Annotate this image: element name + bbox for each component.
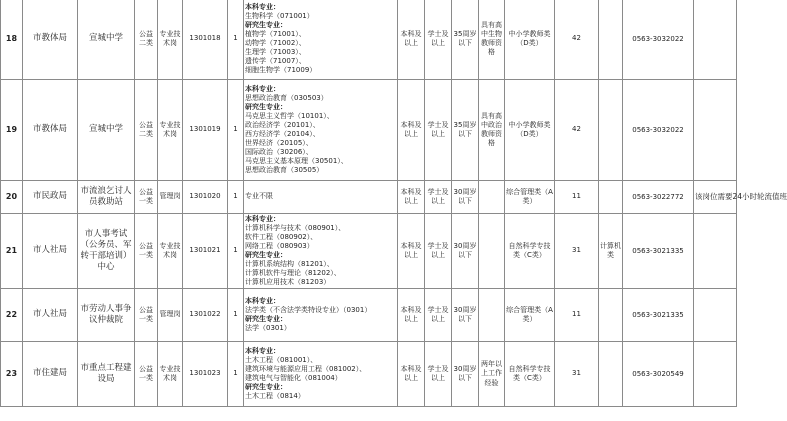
degree-cell: 学士及以上 xyxy=(425,0,452,80)
department-cell: 市民政局 xyxy=(23,181,78,214)
education-cell: 本科及以上 xyxy=(398,214,425,289)
hiring-count-cell: 1 xyxy=(228,214,244,289)
unit-type-cell: 公益一类 xyxy=(135,289,158,342)
hiring-count-cell: 1 xyxy=(228,80,244,181)
exam-code-cell: 11 xyxy=(555,289,599,342)
exam-code-cell: 42 xyxy=(555,80,599,181)
major-item: 软件工程（080902）、 xyxy=(245,232,318,241)
department-cell: 市教体局 xyxy=(23,0,78,80)
degree-cell: 学士及以上 xyxy=(425,342,452,407)
major-item: 细胞生物学（71009） xyxy=(245,66,317,75)
exam-category-cell: 中小学教师类（D类） xyxy=(505,0,555,80)
major-item: 思想政治教育（030503） xyxy=(245,93,328,102)
row-number: 23 xyxy=(1,342,23,407)
row-number: 20 xyxy=(1,181,23,214)
degree-cell: 学士及以上 xyxy=(425,80,452,181)
unit-type-cell: 公益一类 xyxy=(135,342,158,407)
major-section-heading: 研究生专业： xyxy=(245,251,287,259)
unit-type-cell: 公益二类 xyxy=(135,0,158,80)
post-type-cell: 专业技术岗 xyxy=(158,0,183,80)
unit-type-cell: 公益一类 xyxy=(135,214,158,289)
row-number: 21 xyxy=(1,214,23,289)
note-cell xyxy=(694,342,737,407)
age-cell: 35周岁以下 xyxy=(452,0,479,80)
other-requirements-cell xyxy=(479,181,505,214)
major-requirements-cell xyxy=(244,289,398,342)
table-row xyxy=(1,289,737,342)
exam-category-cell: 自然科学专技类（C类） xyxy=(505,342,555,407)
contact-phone-cell: 0563-3020549 xyxy=(623,342,694,407)
degree-cell: 学士及以上 xyxy=(425,289,452,342)
department-cell: 市人社局 xyxy=(23,214,78,289)
major-item: 遗传学（71007）、 xyxy=(245,57,306,66)
major-item: 法学类（不含法学类特设专业）（0301） xyxy=(245,305,372,314)
department-cell: 市住建局 xyxy=(23,342,78,407)
unit-cell: 宣城中学 xyxy=(78,0,135,80)
degree-cell: 学士及以上 xyxy=(425,181,452,214)
hiring-count-cell: 1 xyxy=(228,289,244,342)
major-item: 土木工程（0814） xyxy=(245,392,305,401)
contact-phone-cell: 0563-3022772 xyxy=(623,181,694,214)
note-cell xyxy=(694,0,737,80)
other-requirements-cell: 具有高中政治教师资格 xyxy=(479,80,505,181)
unit-cell: 市重点工程建设局 xyxy=(78,342,135,407)
major-requirements-cell xyxy=(244,181,398,214)
hiring-count-cell: 1 xyxy=(228,342,244,407)
table-row xyxy=(1,181,737,214)
major-item: 网络工程（080903） xyxy=(245,241,314,250)
table-row xyxy=(1,80,737,181)
other-requirements-cell xyxy=(479,289,505,342)
major-section-heading: 研究生专业： xyxy=(245,315,287,323)
exam-category-cell: 综合管理类（A类） xyxy=(505,289,555,342)
contact-phone-cell: 0563-3021335 xyxy=(623,289,694,342)
major-item: 计算机应用技术（81203） xyxy=(245,278,331,287)
unit-cell: 市流浪乞讨人员救助站 xyxy=(78,181,135,214)
department-cell: 市教体局 xyxy=(23,80,78,181)
major-section-heading: 研究生专业： xyxy=(245,20,287,29)
education-cell: 本科及以上 xyxy=(398,0,425,80)
row-number: 19 xyxy=(1,80,23,181)
professional-subject-cell xyxy=(599,289,623,342)
table-body xyxy=(1,0,787,407)
major-item: 专业不限 xyxy=(245,192,273,201)
major-item: 马克思主义哲学（10101）、 xyxy=(245,111,334,120)
unit-type-cell: 公益二类 xyxy=(135,80,158,181)
age-cell: 30周岁以下 xyxy=(452,342,479,407)
unit-type-cell: 公益一类 xyxy=(135,181,158,214)
major-item: 西方经济学（20104）、 xyxy=(245,130,320,138)
department-cell: 市人社局 xyxy=(23,289,78,342)
contact-phone-cell: 0563-3032022 xyxy=(623,80,694,181)
major-section-heading: 研究生专业： xyxy=(245,383,287,392)
professional-subject-cell xyxy=(599,181,623,214)
unit-cell: 市人事考试（公务员、军转干部培训）中心 xyxy=(78,214,135,289)
major-section-heading: 本科专业： xyxy=(245,2,280,11)
exam-category-cell: 中小学教师类（D类） xyxy=(505,80,555,181)
table-row xyxy=(1,214,737,289)
note-cell xyxy=(694,80,737,181)
other-requirements-cell xyxy=(479,214,505,289)
post-code-cell: 1301018 xyxy=(183,0,228,80)
post-type-cell: 管理岗 xyxy=(158,181,183,214)
degree-cell: 学士及以上 xyxy=(425,214,452,289)
post-code-cell: 1301021 xyxy=(183,214,228,289)
education-cell: 本科及以上 xyxy=(398,289,425,342)
major-item: 土木工程（081001）、 xyxy=(245,355,318,364)
professional-subject-cell xyxy=(599,0,623,80)
table-row xyxy=(1,342,737,407)
hiring-count-cell: 1 xyxy=(228,0,244,80)
major-item: 生理学（71003）、 xyxy=(245,48,306,57)
table-row xyxy=(1,0,737,80)
unit-cell: 市劳动人事争议仲裁院 xyxy=(78,289,135,342)
education-cell: 本科及以上 xyxy=(398,80,425,181)
major-item: 马克思主义基本原理（30501）、 xyxy=(245,157,348,166)
row-number: 22 xyxy=(1,289,23,342)
major-item: 建筑电气与智能化（081004） xyxy=(245,374,342,382)
note-cell: 该岗位需要24小时轮流值班 xyxy=(694,181,737,214)
post-type-cell: 专业技术岗 xyxy=(158,342,183,407)
major-item: 植物学（71001）、 xyxy=(245,29,306,38)
major-item: 建筑环境与能源应用工程（081002）、 xyxy=(245,364,367,373)
education-cell: 本科及以上 xyxy=(398,342,425,407)
post-code-cell: 1301022 xyxy=(183,289,228,342)
professional-subject-cell xyxy=(599,80,623,181)
major-item: 政治经济学（20101）、 xyxy=(245,120,320,129)
professional-subject-cell: 计算机类 xyxy=(599,214,623,289)
major-section-heading: 本科专业： xyxy=(245,346,280,355)
major-section-heading: 本科专业： xyxy=(245,296,280,305)
major-requirements-cell xyxy=(244,342,398,407)
professional-subject-cell xyxy=(599,342,623,407)
note-cell xyxy=(694,289,737,342)
contact-phone-cell: 0563-3032022 xyxy=(623,0,694,80)
exam-category-cell: 综合管理类（A类） xyxy=(505,181,555,214)
major-item: 生物科学（071001） xyxy=(245,11,314,20)
post-type-cell: 专业技术岗 xyxy=(158,214,183,289)
major-item: 法学（0301） xyxy=(245,324,291,333)
major-item: 世界经济（20105）、 xyxy=(245,139,313,148)
post-code-cell: 1301020 xyxy=(183,181,228,214)
post-type-cell: 专业技术岗 xyxy=(158,80,183,181)
exam-code-cell: 31 xyxy=(555,342,599,407)
major-requirements-cell xyxy=(244,80,398,181)
exam-code-cell: 31 xyxy=(555,214,599,289)
age-cell: 35周岁以下 xyxy=(452,80,479,181)
row-number: 18 xyxy=(1,0,23,80)
major-requirements-cell xyxy=(244,214,398,289)
post-type-cell: 管理岗 xyxy=(158,289,183,342)
major-requirements-cell xyxy=(244,0,398,80)
post-code-cell: 1301019 xyxy=(183,80,228,181)
major-section-heading: 本科专业： xyxy=(245,84,280,93)
contact-phone-cell: 0563-3021335 xyxy=(623,214,694,289)
age-cell: 30周岁以下 xyxy=(452,214,479,289)
exam-code-cell: 11 xyxy=(555,181,599,214)
major-item: 思想政治教育（30505） xyxy=(245,166,324,175)
hiring-count-cell: 1 xyxy=(228,181,244,214)
exam-code-cell: 42 xyxy=(555,0,599,80)
major-section-heading: 本科专业： xyxy=(245,214,280,223)
age-cell: 30周岁以下 xyxy=(452,181,479,214)
exam-category-cell: 自然科学专技类（C类） xyxy=(505,214,555,289)
note-cell xyxy=(694,214,737,289)
major-item: 动物学（71002）、 xyxy=(245,39,306,47)
major-item: 计算机科学与技术（080901）、 xyxy=(245,223,346,232)
other-requirements-cell: 具有高中生物教师资格 xyxy=(479,0,505,80)
major-section-heading: 研究生专业： xyxy=(245,102,287,111)
major-item: 计算机软件与理论（81202）、 xyxy=(245,269,341,278)
education-cell: 本科及以上 xyxy=(398,181,425,214)
other-requirements-cell: 两年以上工作经验 xyxy=(479,342,505,407)
unit-cell: 宣城中学 xyxy=(78,80,135,181)
major-item: 国际政治（30206）、 xyxy=(245,148,313,157)
major-item: 计算机系统结构（81201）、 xyxy=(245,260,334,269)
post-code-cell: 1301023 xyxy=(183,342,228,407)
age-cell: 30周岁以下 xyxy=(452,289,479,342)
